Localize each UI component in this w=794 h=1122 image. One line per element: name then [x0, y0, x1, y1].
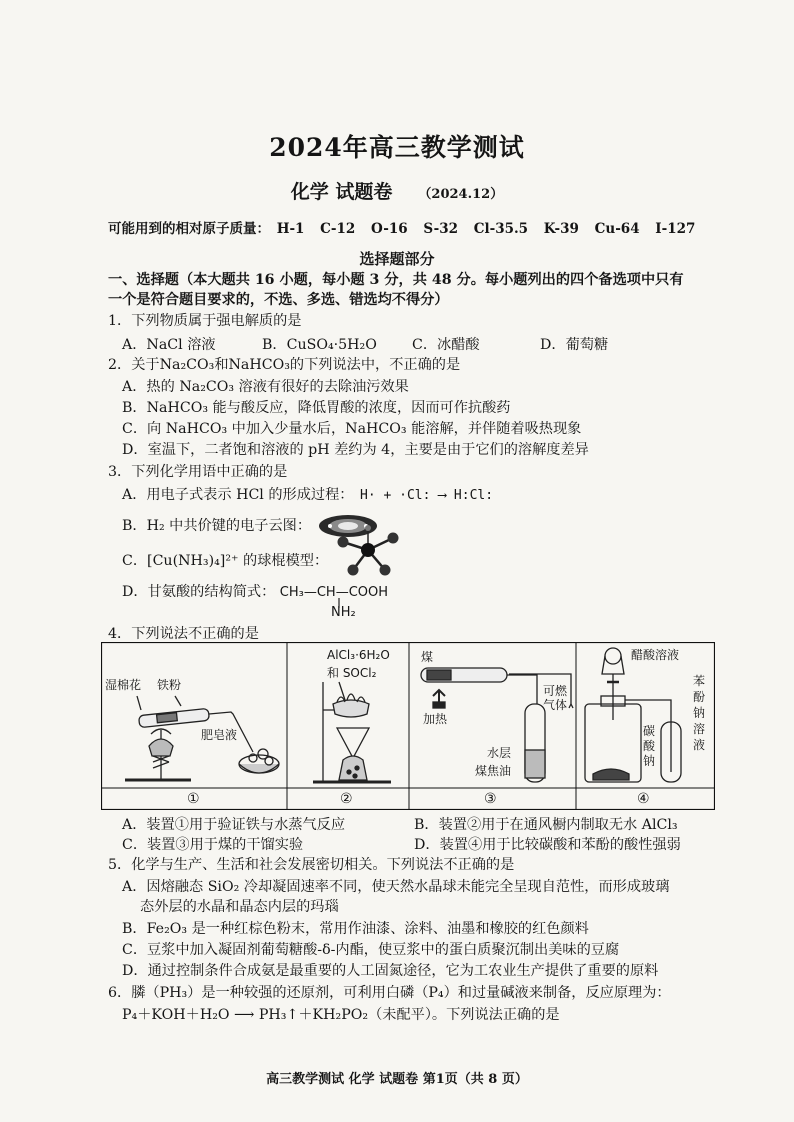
label-coal-tar: 煤焦油: [475, 764, 512, 778]
q1-stem: 1．下列物质属于强电解质的是: [108, 313, 302, 329]
apparatus-drawing: [101, 642, 715, 810]
glycine-bond-line: [336, 598, 342, 608]
apparatus-number-2: ②: [340, 791, 353, 807]
label-flammable: 可燃: [543, 684, 568, 698]
apparatus-number-1: ①: [187, 791, 200, 807]
exam-date: （2024.12）: [418, 187, 504, 202]
label-water-layer: 水层: [487, 746, 512, 760]
label-soap-solution: 肥皂液: [201, 728, 238, 742]
section-instructions-1: 一、选择题（本大题共 16 小题，每小题 3 分，共 48 分。每小题列出的四个备选项中只有: [108, 272, 684, 288]
q4-option-b[interactable]: B．装置②用于在通风橱内制取无水 AlCl₃: [414, 817, 678, 833]
mass-item: I-127: [655, 221, 696, 237]
mass-item: Cl-35.5: [473, 221, 529, 237]
q3-b-text: B．H₂ 中共价键的电子云图：: [122, 518, 312, 534]
page-subtitle: [0, 177, 794, 204]
label-phenol-3: 钠: [693, 706, 706, 720]
label-acetic-acid: 醋酸溶液: [631, 648, 680, 662]
q5-option-d[interactable]: D．通过控制条件合成氨是最重要的人工固氮途径，它为工农业生产提供了重要的原料: [122, 963, 659, 979]
label-carbonate-3: 钠: [643, 754, 656, 768]
mass-item: Cu-64: [594, 221, 640, 237]
q5-option-b[interactable]: B．Fe₂O₃ 是一种红棕色粉末，常用作油漆、涂料、油墨和橡胶的红色颜料: [122, 921, 589, 937]
q3-a-text: A．用电子式表示 HCl 的形成过程：: [122, 487, 354, 503]
q2-option-b[interactable]: B．NaHCO₃ 能与酸反应，降低胃酸的浓度，因而可作抗酸药: [122, 400, 511, 416]
label-carbonate-1: 碳: [643, 724, 656, 738]
label-alcl3: AlCl₃·6H₂O: [327, 648, 390, 662]
q4-option-c[interactable]: C．装置③用于煤的干馏实验: [122, 837, 304, 853]
label-wet-cotton: 湿棉花: [105, 678, 142, 692]
q2-option-a[interactable]: A．热的 Na₂CO₃ 溶液有很好的去除油污效果: [122, 379, 409, 395]
q3-c-text: C．[Cu(NH₃)₄]²⁺ 的球棍模型：: [122, 553, 329, 569]
ball-stick-model-icon: [333, 522, 403, 578]
q5-option-a-cont: 态外层的水晶和晶态内层的玛瑙: [140, 899, 339, 915]
q2-stem: 2．关于Na₂CO₃和NaHCO₃的下列说法中，不正确的是: [108, 357, 461, 373]
q2-option-c[interactable]: C．向 NaHCO₃ 中加入少量水后，NaHCO₃ 能溶解，并伴随着吸热现象: [122, 421, 582, 437]
label-socl2: 和 SOCl₂: [327, 666, 377, 680]
masses-label: 可能用到的相对原子质量：: [108, 221, 270, 237]
label-phenol-2: 酚: [693, 690, 706, 704]
section-instructions-2: 一个是符合题目要求的，不选、多选、错选均不得分）: [108, 292, 449, 308]
q1-option-a[interactable]: A．NaCl 溶液: [122, 337, 216, 353]
mass-item: S-32: [423, 221, 459, 237]
page-title: 2024年高三教学测试: [269, 133, 525, 162]
q1-option-d[interactable]: D．葡萄糖: [540, 337, 609, 353]
label-phenol-1: 苯: [693, 674, 706, 688]
q3-option-d[interactable]: [122, 583, 388, 602]
q1-option-c[interactable]: C．冰醋酸: [412, 337, 480, 353]
apparatus-figure: [101, 642, 715, 810]
q2-option-d[interactable]: D．室温下，二者饱和溶液的 pH 差约为 4，主要是由于它们的溶解度差异: [122, 442, 589, 458]
q3-option-a[interactable]: [122, 486, 493, 505]
q6-stem-1: 6．膦（PH₃）是一种较强的还原剂，可利用白磷（P₄）和过量碱液来制备，反应原理为：: [108, 985, 671, 1001]
q3-d-text: D．甘氨酸的结构简式：: [122, 584, 276, 600]
hcl-electron-formula: H· + ·Cl: ⟶ H:Cl:: [360, 488, 494, 503]
mass-item: C-12: [320, 221, 356, 237]
q5-option-a[interactable]: A．因熔融态 SiO₂ 冷却凝固速率不同，使天然水晶球未能完全呈现自范性，而形成玻璃: [122, 879, 670, 895]
q1-option-b[interactable]: B．CuSO₄·5H₂O: [262, 337, 377, 353]
q5-stem: 5．化学与生产、生活和社会发展密切相关。下列说法不正确的是: [108, 857, 515, 873]
apparatus-4: [585, 648, 681, 782]
apparatus-2: [313, 682, 391, 782]
subject-title: 化学 试题卷: [290, 181, 393, 203]
q4-option-a[interactable]: A．装置①用于验证铁与水蒸气反应: [122, 817, 346, 833]
glycine-nh2: NH₂: [331, 605, 356, 620]
label-phenol-4: 溶: [693, 722, 706, 736]
mass-item: O-16: [371, 221, 408, 237]
section-title: 选择题部分: [359, 250, 435, 268]
label-gas: 气体: [543, 698, 568, 712]
label-heat: 加热: [423, 712, 448, 726]
q3-option-c[interactable]: [122, 544, 403, 578]
q4-stem: 4．下列说法不正确的是: [108, 626, 259, 642]
label-carbonate-2: 酸: [643, 739, 656, 753]
apparatus-number-3: ③: [484, 791, 497, 807]
label-coal: 煤: [421, 650, 434, 664]
mass-item: K-39: [543, 221, 579, 237]
label-iron-powder: 铁粉: [157, 678, 182, 692]
atomic-masses: [108, 217, 706, 237]
glycine-formula: CH₃—CH—COOH: [279, 585, 389, 600]
q4-option-d[interactable]: D．装置④用于比较碳酸和苯酚的酸性强弱: [414, 837, 681, 853]
page-footer: 高三教学测试 化学 试题卷 第1页（共 8 页）: [266, 1072, 528, 1087]
label-phenol-5: 液: [693, 738, 706, 752]
q5-option-c[interactable]: C．豆浆中加入凝固剂葡萄糖酸-δ-内酯，使豆浆中的蛋白质聚沉制出美味的豆腐: [122, 942, 620, 958]
q6-stem-2: P₄＋KOH＋H₂O ⟶ PH₃↑＋KH₂PO₂（未配平）。下列说法正确的是: [122, 1007, 560, 1023]
mass-item: H-1: [276, 221, 305, 237]
apparatus-number-4: ④: [637, 791, 650, 807]
q3-stem: 3．下列化学用语中正确的是: [108, 464, 288, 480]
